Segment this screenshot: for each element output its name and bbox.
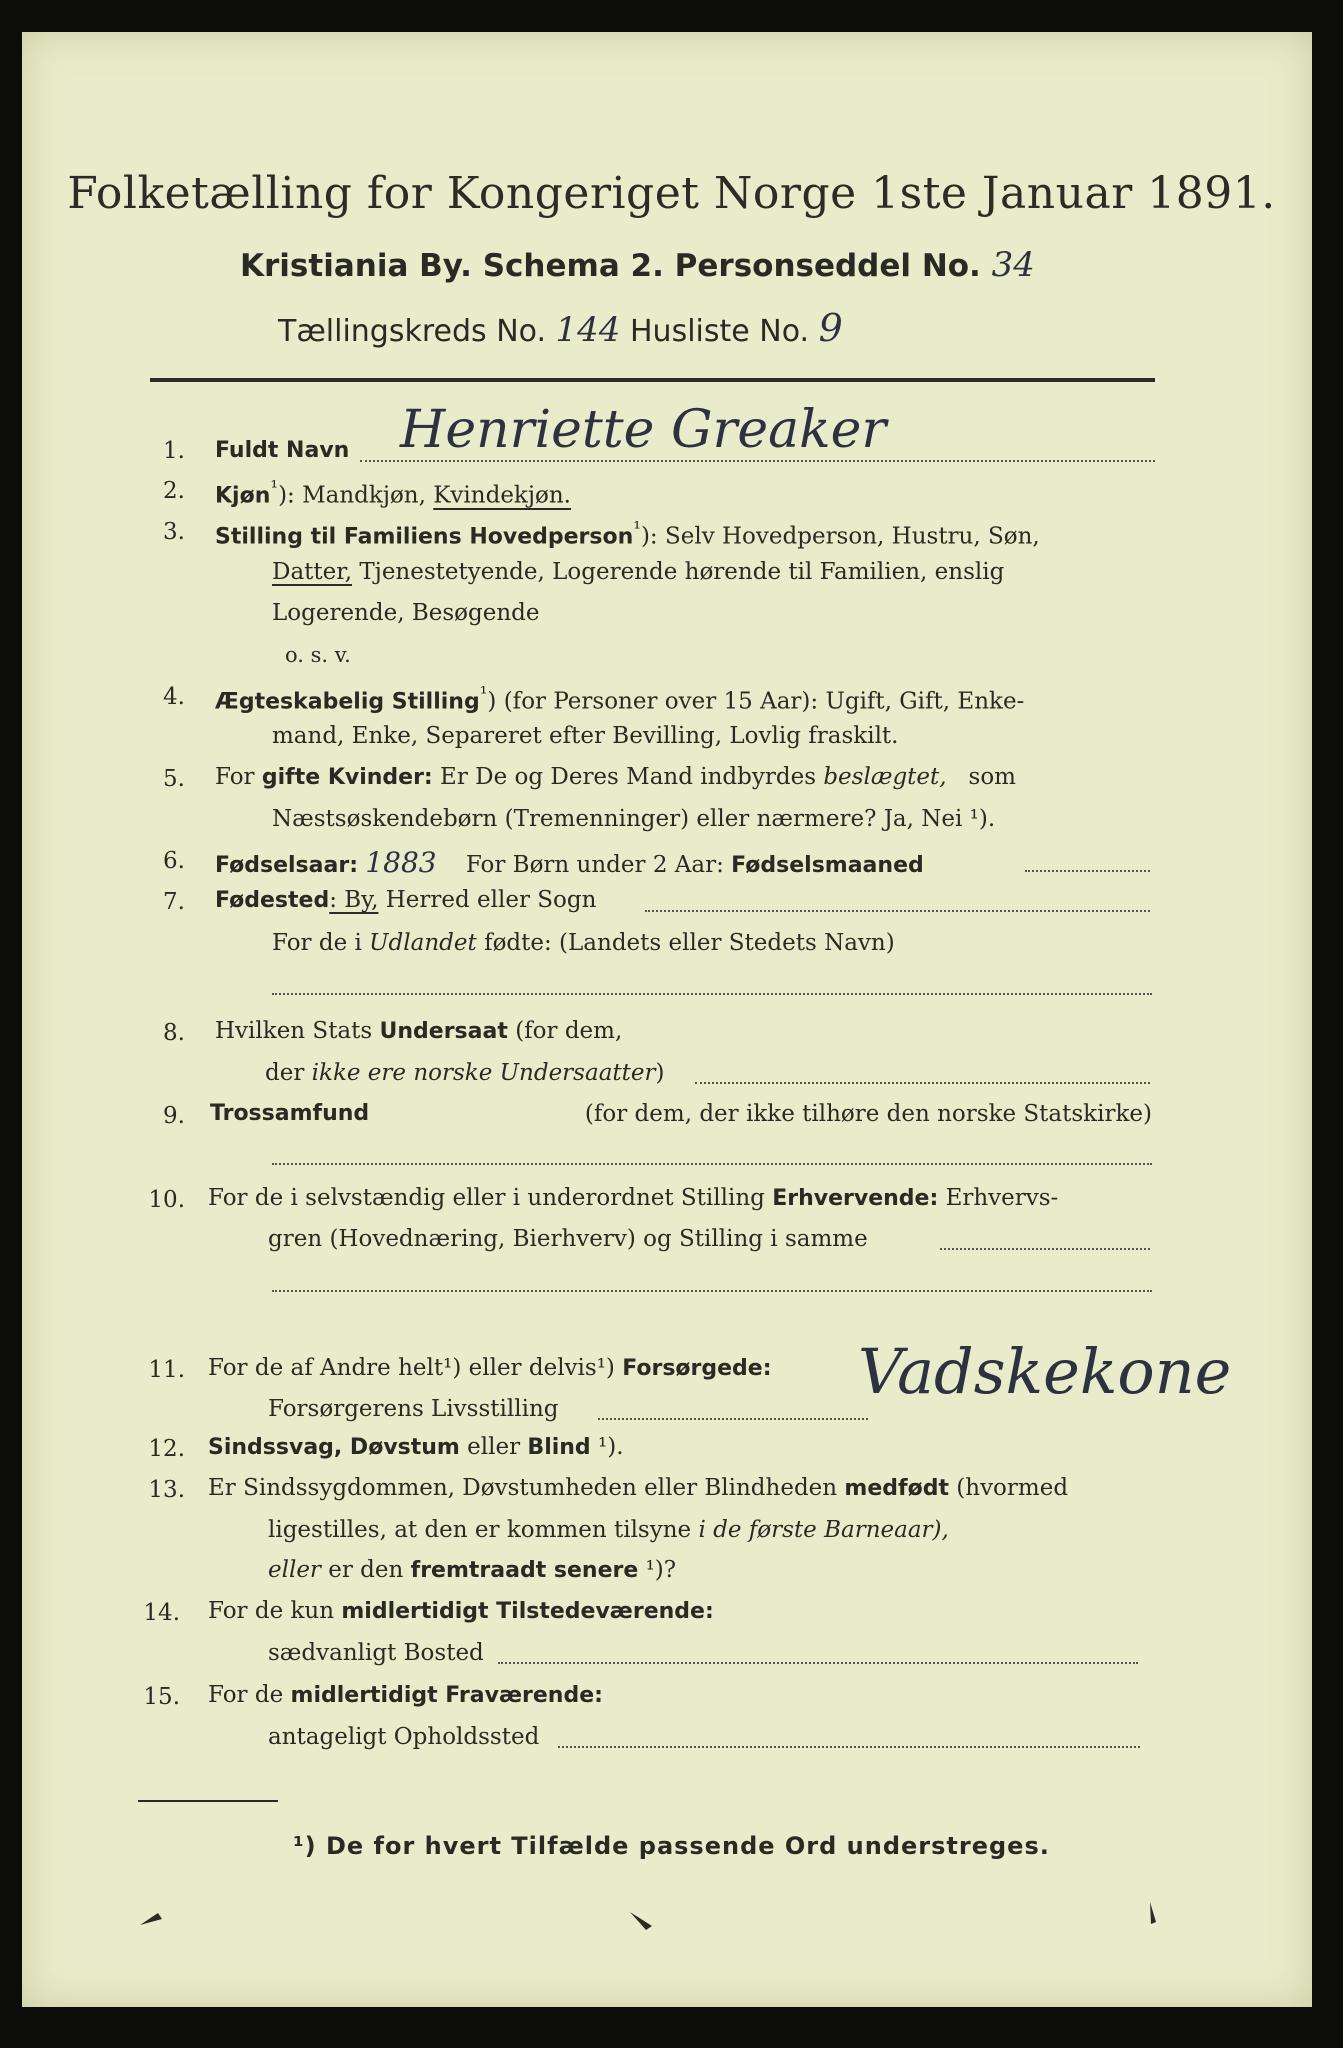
personseddel-line: Kristiania By. Schema 2. Personseddel No. 34	[240, 245, 1035, 285]
item-8-line2: der ikke ere norske Undersaatter)	[265, 1060, 665, 1086]
item-2-line: Kjøn$^{^1}$): Mandkjøn, Kvindekjøn.	[215, 476, 571, 509]
item-5-line2: Næstsøskendebørn (Tremenninger) eller nærmere? Ja, Nei ¹).	[272, 806, 996, 832]
item-number: 12.	[148, 1436, 185, 1462]
item-3-line1: Stilling til Familiens Hovedperson$^{^1}$): Selv Hovedperson, Hustru, Søn,	[215, 517, 1040, 550]
item-number: 8.	[163, 1020, 185, 1046]
item-4-line2: mand, Enke, Separeret efter Bevilling, Lovlig fraskilt.	[272, 723, 899, 749]
taellingskreds-line: Tællingskreds No. 144 Husliste No. 9	[278, 306, 843, 350]
pen-mark-center	[630, 1912, 652, 1930]
item-number: 15.	[143, 1684, 180, 1710]
pen-mark-right	[1150, 1902, 1156, 1924]
item-11-occupation-value: Vadskekone	[858, 1335, 1232, 1408]
item-3-line4: o. s. v.	[285, 643, 351, 667]
item-7-line2: For de i Udlandet fødte: (Landets eller Stedets Navn)	[272, 930, 895, 956]
item-number: 3.	[163, 519, 185, 545]
item-1-name-value: Henriette Greaker	[400, 400, 887, 460]
item-7-line1: Fødested: By, Herred eller Sogn	[215, 887, 597, 913]
item-number: 4.	[163, 684, 185, 710]
item-15-line1: For de midlertidigt Fraværende:	[208, 1682, 603, 1708]
item-6-line: Fødselsaar: 1883 For Børn under 2 Aar: Fødselsmaaned	[215, 846, 924, 879]
item-5-line1: For gifte Kvinder: Er De og Deres Mand indbyrdes beslægtet, som	[215, 764, 1016, 790]
item-15-line2: antageligt Opholdssted	[268, 1724, 540, 1750]
item-3-selected: Datter,	[272, 559, 353, 585]
item-11-line1: For de af Andre helt¹) eller delvis¹) Forsørgede:	[208, 1355, 772, 1381]
item-3-line2: Datter, Tjenestetyende, Logerende hørende til Familien, enslig	[272, 559, 1005, 585]
footnote: ¹) De for hvert Tilfælde passende Ord understreges.	[293, 1832, 1050, 1860]
item-6-year-value: 1883	[365, 846, 437, 879]
item-number: 14.	[143, 1600, 180, 1626]
item-8-line1: Hvilken Stats Undersaat (for dem,	[215, 1018, 623, 1044]
item-number: 11.	[148, 1357, 185, 1383]
item-number: 5.	[163, 766, 185, 792]
item-3-line3: Logerende, Besøgende	[272, 600, 540, 626]
item-14-line2: sædvanligt Bosted	[268, 1640, 484, 1666]
item-number: 10.	[148, 1187, 185, 1213]
item-7-selected: : By,	[329, 887, 379, 913]
pen-mark-left	[140, 1913, 162, 1925]
taellingskreds-no: 144	[555, 310, 621, 350]
item-number: 2.	[163, 478, 185, 504]
item-11-line2: Forsørgerens Livsstilling	[268, 1396, 559, 1422]
item-number: 1.	[163, 438, 185, 464]
item-1-label: Fuldt Navn	[215, 438, 350, 463]
item-2-selected: Kvindekjøn.	[433, 482, 571, 509]
personseddel-no: 34	[991, 245, 1035, 285]
item-12-line: Sindssvag, Døvstum eller Blind ¹).	[208, 1434, 624, 1460]
item-9-line: Trossamfund (for dem, der ikke tilhøre den norske Statskirke)	[210, 1101, 1152, 1127]
item-4-line1: Ægteskabelig Stilling$^{^1}$) (for Personer over 15 Aar): Ugift, Gift, Enke-	[215, 682, 1025, 715]
item-number: 13.	[148, 1477, 185, 1503]
husliste-no: 9	[818, 306, 843, 350]
form-title: Folketælling for Kongeriget Norge 1ste Januar 1891.	[67, 168, 1276, 219]
item-10-line1: For de i selvstændig eller i underordnet Stilling Erhvervende: Erhvervs-	[208, 1185, 1059, 1211]
item-14-line1: For de kun midlertidigt Tilstedeværende:	[208, 1598, 714, 1624]
item-13-line1: Er Sindssygdommen, Døvstumheden eller Blindheden medfødt (hvormed	[208, 1475, 1069, 1501]
item-number: 6.	[163, 848, 185, 874]
item-number: 7.	[163, 889, 185, 915]
item-13-line2: ligestilles, at den er kommen tilsyne i de første Barneaar),	[268, 1517, 949, 1543]
item-10-line2: gren (Hovednæring, Bierhverv) og Stilling i samme	[268, 1226, 868, 1252]
item-13-line3: eller er den fremtraadt senere ¹)?	[268, 1557, 677, 1583]
item-number: 9.	[163, 1103, 185, 1129]
